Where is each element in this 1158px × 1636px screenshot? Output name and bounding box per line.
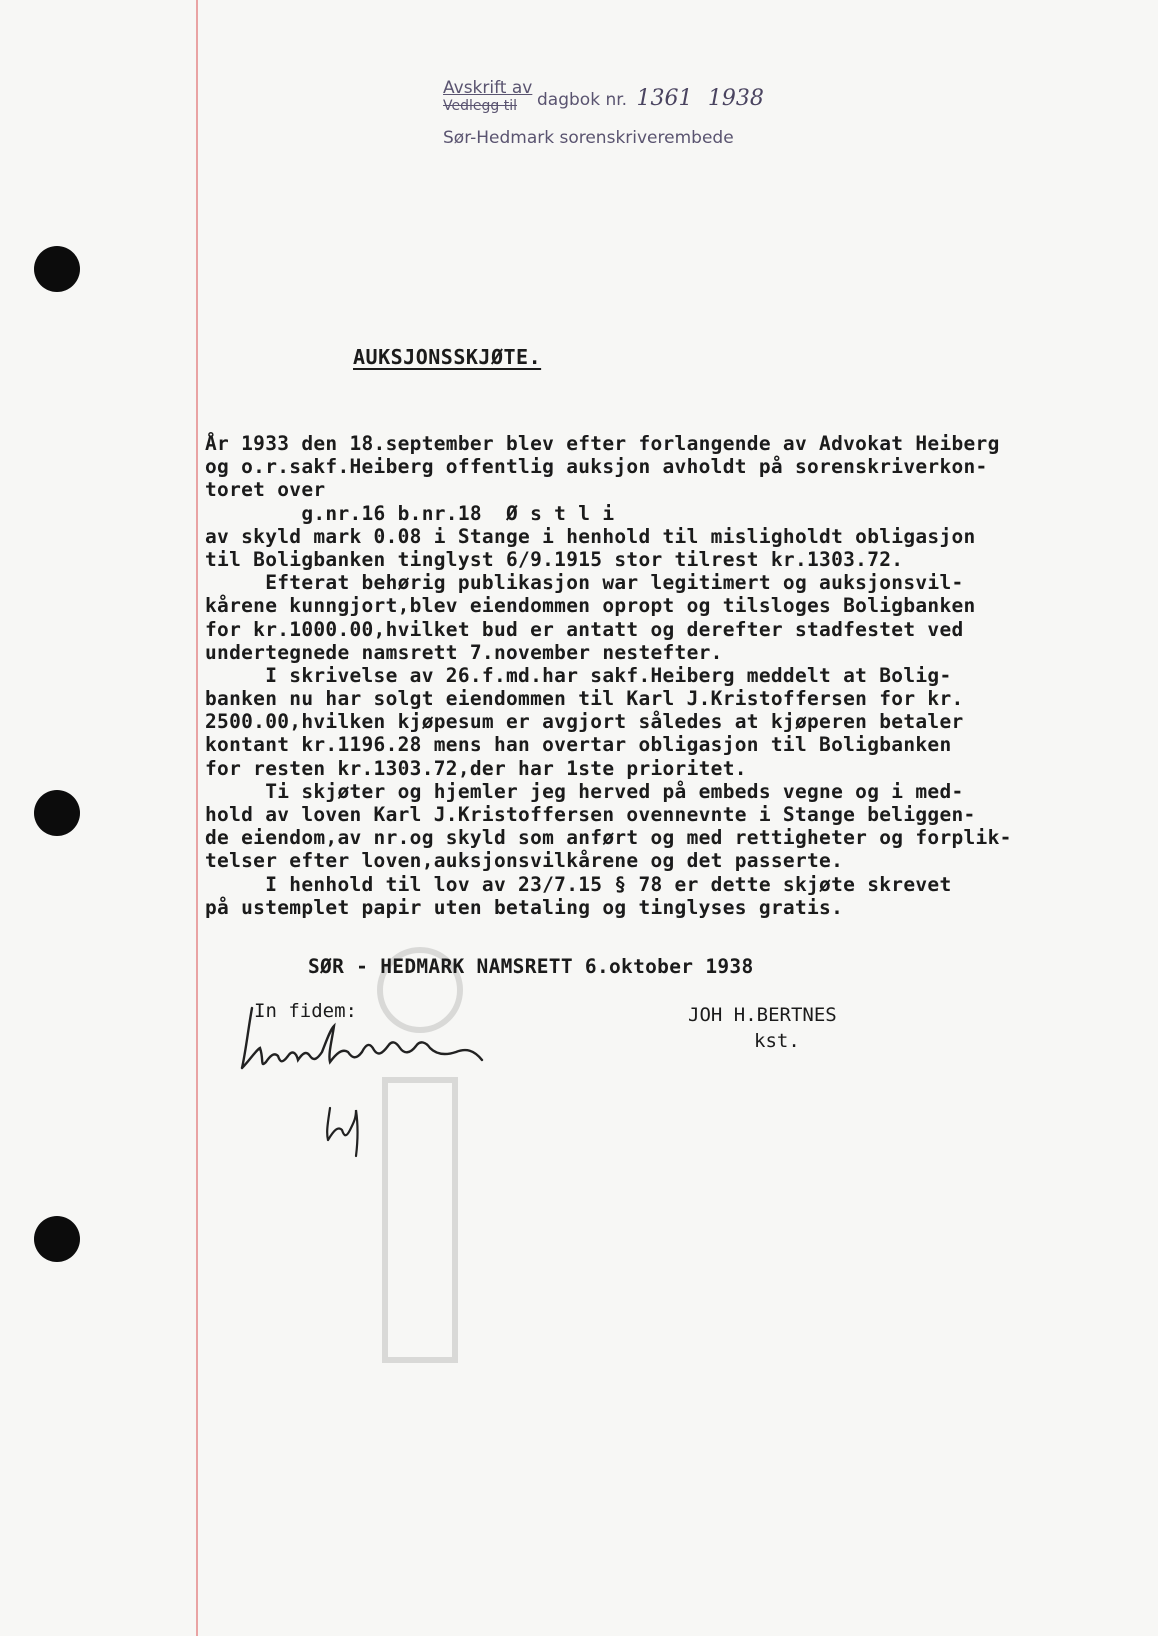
body-line: banken nu har solgt eiendommen til Karl J.Kristoffersen for kr. bbox=[205, 687, 964, 711]
body-line: for kr.1000.00,hvilket bud er antatt og derefter stadfestet ved bbox=[205, 617, 964, 641]
stamp-year: 1938 bbox=[707, 86, 764, 111]
body-line: av skyld mark 0.08 i Stange i henhold til misligholdt obligasjon bbox=[205, 524, 976, 548]
place-and-date: SØR - HEDMARK NAMSRETT 6.oktober 1938 bbox=[308, 955, 754, 978]
punch-hole-bottom bbox=[34, 1216, 80, 1262]
stamp-avskrift-label: Avskrift av bbox=[443, 78, 533, 98]
body-line: til Boligbanken tinglyst 6/9.1915 stor tilrest kr.1303.72. bbox=[205, 547, 904, 571]
body-line: telser efter loven,auksjonsvilkårene og det passerte. bbox=[205, 849, 844, 873]
body-line: på ustemplet papir uten betaling og tinglyses gratis. bbox=[205, 895, 844, 919]
stamp-vedlegg-label: Vedlegg til bbox=[443, 98, 517, 114]
signer-name: JOH H.BERTNES bbox=[688, 1004, 837, 1026]
document-body bbox=[205, 432, 1012, 919]
body-line: og o.r.sakf.Heiberg offentlig auksjon avholdt på sorenskriverkon- bbox=[205, 455, 988, 479]
body-line: hold av loven Karl J.Kristoffersen ovennevnte i Stange beliggen- bbox=[205, 803, 976, 826]
body-line: Ti skjøter og hjemler jeg herved på embeds vegne og i med- bbox=[205, 779, 964, 803]
stamp-office-name: Sør-Hedmark sorenskriverembede bbox=[443, 128, 734, 148]
body-line: for resten kr.1303.72,der har 1ste prioritet. bbox=[205, 756, 747, 780]
punch-hole-middle bbox=[34, 790, 80, 836]
stamp-dagbok-number: 1361 bbox=[636, 86, 693, 111]
body-line: Efterat behørig publikasjon war legitimert og auksjonsvil- bbox=[205, 571, 964, 595]
body-line: I skrivelse av 26.f.md.har sakf.Heiberg meddelt at Bolig- bbox=[205, 663, 952, 687]
body-line: År 1933 den 18.september blev efter forlangende av Advokat Heiberg bbox=[205, 432, 1000, 455]
red-margin-line bbox=[196, 0, 198, 1636]
document-title: AUKSJONSSKJØTE. bbox=[353, 345, 542, 369]
body-line: 2500.00,hvilken kjøpesum er avgjort således at kjøperen betaler bbox=[205, 710, 964, 734]
handwritten-signature bbox=[230, 990, 510, 1160]
body-line: g.nr.16 b.nr.18 Ø s t l i bbox=[205, 501, 615, 525]
body-line: undertegnede namsrett 7.november nestefter. bbox=[205, 640, 723, 664]
body-line: I henhold til lov av 23/7.15 § 78 er dette skjøte skrevet bbox=[205, 872, 952, 896]
body-line: toret over bbox=[205, 478, 326, 502]
punch-hole-top bbox=[34, 246, 80, 292]
stamp-dagbok-label: dagbok nr. bbox=[537, 90, 628, 110]
body-line: kontant kr.1196.28 mens han overtar obligasjon til Boligbanken bbox=[205, 733, 952, 757]
body-line: de eiendom,av nr.og skyld som anført og med rettigheter og forplik- bbox=[205, 826, 1012, 850]
body-line: kårene kunngjort,blev eiendommen opropt og tilsloges Boligbanken bbox=[205, 594, 976, 618]
signer-title: kst. bbox=[754, 1030, 800, 1052]
in-fidem-label: In fidem: bbox=[254, 1000, 357, 1022]
